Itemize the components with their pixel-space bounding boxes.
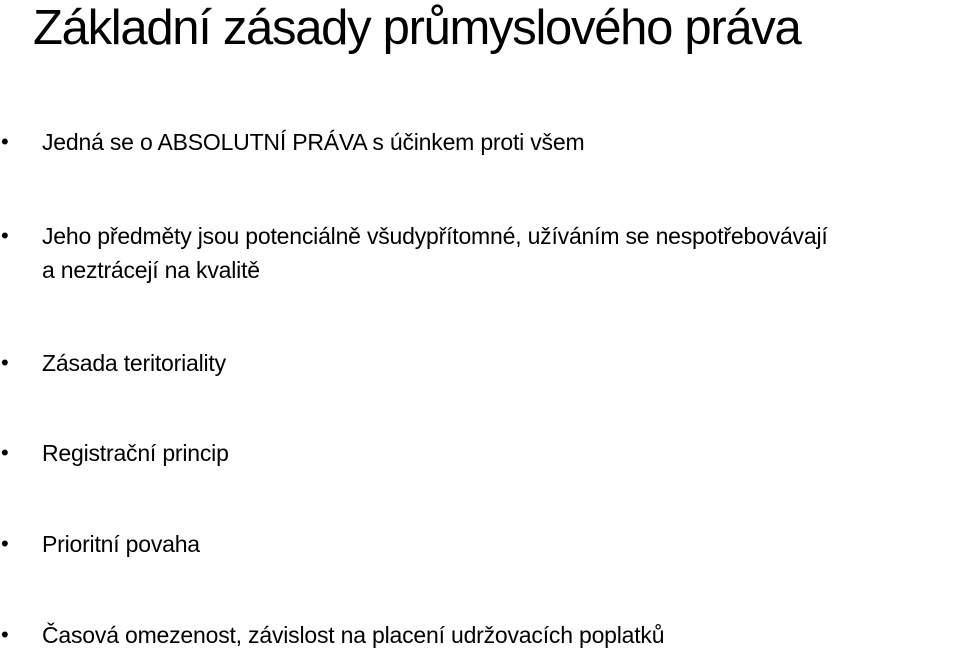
bullet-icon: • — [1, 350, 9, 375]
bullet-icon: • — [1, 531, 9, 556]
bullet-text: Zásada teritoriality — [42, 350, 226, 376]
bullet-text: Registrační princip — [42, 440, 229, 466]
slide-title: Základní zásady průmyslového práva — [33, 1, 801, 55]
bullet-text: Jedná se o ABSOLUTNÍ PRÁVA s účinkem proti všem — [42, 129, 585, 155]
bullet-text: Prioritní povaha — [42, 531, 200, 557]
bullet-text: Jeho předměty jsou potenciálně všudypřítomné, užíváním se nespotřebovávají a neztrácejí na kvalitě — [42, 223, 828, 283]
bullet-icon: • — [1, 223, 9, 248]
bullet-icon: • — [1, 440, 9, 465]
bullet-text: Časová omezenost, závislost na placení udržovacích poplatků — [42, 622, 665, 648]
bullet-icon: • — [1, 129, 9, 154]
bullet-icon: • — [1, 622, 9, 647]
